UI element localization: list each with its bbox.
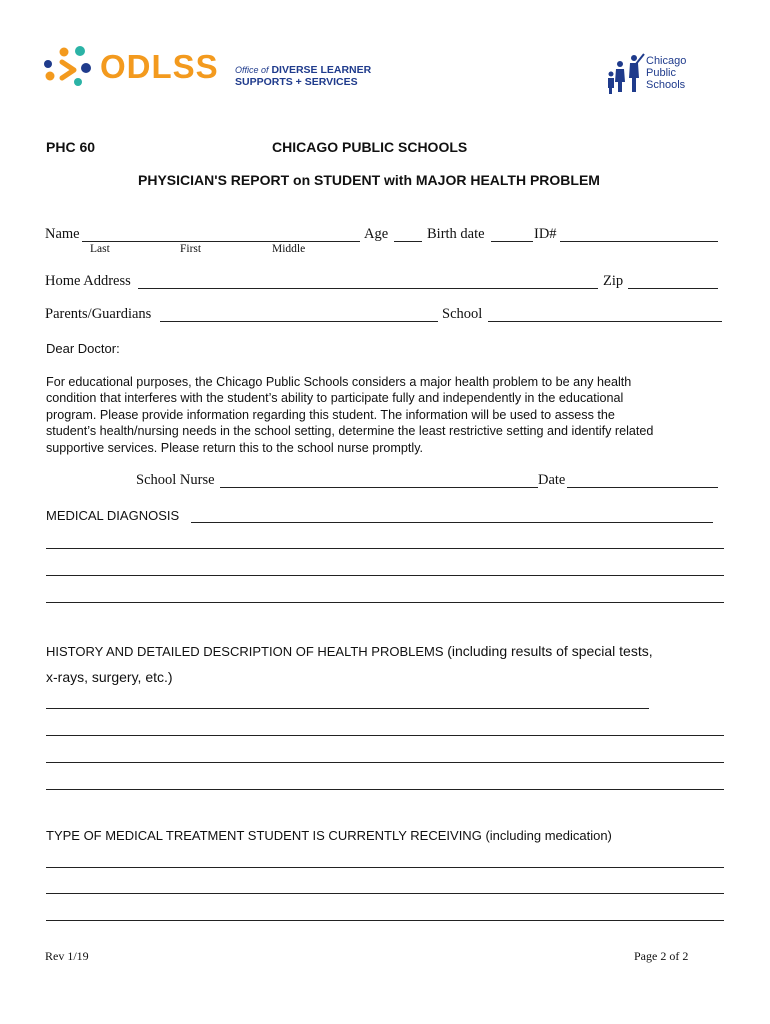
age-label: Age xyxy=(364,226,389,242)
cps-figures-icon xyxy=(606,50,648,96)
school-nurse-field[interactable] xyxy=(220,487,538,488)
parents-label: Parents/Guardians xyxy=(45,306,152,322)
name-field[interactable] xyxy=(82,241,360,242)
letter-body xyxy=(46,374,726,456)
cps-logo-line2: Public xyxy=(646,67,676,79)
revision-label: Rev 1/19 xyxy=(45,949,89,963)
org-title: CHICAGO PUBLIC SCHOOLS xyxy=(272,139,468,155)
letter-line: For educational purposes, the Chicago Public Schools considers a major health problem to be any health xyxy=(46,375,632,389)
history-note-continued: x-rays, surgery, etc.) xyxy=(46,669,173,685)
form-code: PHC 60 xyxy=(46,139,96,155)
last-sublabel: Last xyxy=(90,243,110,255)
treatment-label: TYPE OF MEDICAL TREATMENT STUDENT IS CURRENTLY RECEIVING (including medication) xyxy=(46,828,612,843)
cps-logo-line1: Chicago xyxy=(646,55,687,67)
letter-line: condition that interferes with the student’s ability to participate fully and independently in the educational xyxy=(46,391,624,406)
history-line[interactable] xyxy=(46,708,649,709)
parents-field[interactable] xyxy=(160,321,438,322)
school-nurse-label: School Nurse xyxy=(136,472,215,488)
name-label: Name xyxy=(45,226,80,242)
middle-sublabel: Middle xyxy=(272,243,306,255)
history-line[interactable] xyxy=(46,735,724,736)
date-field[interactable] xyxy=(567,487,718,488)
diagnosis-field[interactable] xyxy=(191,522,713,523)
diagnosis-label: MEDICAL DIAGNOSIS xyxy=(46,508,180,523)
letter-line: student’s health/nursing needs in the school setting, determine the least restrictive setting and identify related xyxy=(46,424,654,439)
odlss-subtitle-line1: Office of DIVERSE LEARNER xyxy=(235,64,372,76)
history-line[interactable] xyxy=(46,762,724,763)
odlss-logo xyxy=(42,44,387,90)
id-field[interactable] xyxy=(560,241,718,242)
odlss-mark-icon xyxy=(42,44,98,90)
letter-line: supportive services. Please return this to the school nurse promptly. xyxy=(46,440,424,455)
treatment-line[interactable] xyxy=(46,920,724,921)
date-label: Date xyxy=(538,472,566,488)
school-label: School xyxy=(442,306,483,322)
diagnosis-line[interactable] xyxy=(46,575,724,576)
first-sublabel: First xyxy=(180,243,202,255)
history-label: HISTORY AND DETAILED DESCRIPTION OF HEALTH PROBLEMS (including results of special tests, xyxy=(46,643,653,659)
salutation: Dear Doctor: xyxy=(46,341,120,356)
odlss-wordmark: ODLSS xyxy=(100,48,219,85)
diagnosis-line[interactable] xyxy=(46,548,724,549)
home-address-field[interactable] xyxy=(138,288,598,289)
form-title: PHYSICIAN'S REPORT on STUDENT with MAJOR HEALTH PROBLEM xyxy=(138,172,600,188)
age-field[interactable] xyxy=(394,241,422,242)
diagnosis-line[interactable] xyxy=(46,602,724,603)
treatment-line[interactable] xyxy=(46,893,724,894)
cps-logo xyxy=(606,50,706,96)
birth-date-field[interactable] xyxy=(491,241,533,242)
cps-logo-line3: Schools xyxy=(646,79,686,91)
birth-date-label: Birth date xyxy=(427,226,485,242)
history-line[interactable] xyxy=(46,789,724,790)
odlss-subtitle-line2: SUPPORTS + SERVICES xyxy=(235,76,358,88)
zip-label: Zip xyxy=(603,273,624,289)
zip-field[interactable] xyxy=(628,288,718,289)
letter-line: program. Please provide information regarding this student. The information will be used to assess the xyxy=(46,407,615,422)
school-field[interactable] xyxy=(488,321,722,322)
home-address-label: Home Address xyxy=(45,273,131,289)
treatment-line[interactable] xyxy=(46,867,724,868)
id-label: ID# xyxy=(534,226,557,242)
page-number: Page 2 of 2 xyxy=(634,949,689,963)
